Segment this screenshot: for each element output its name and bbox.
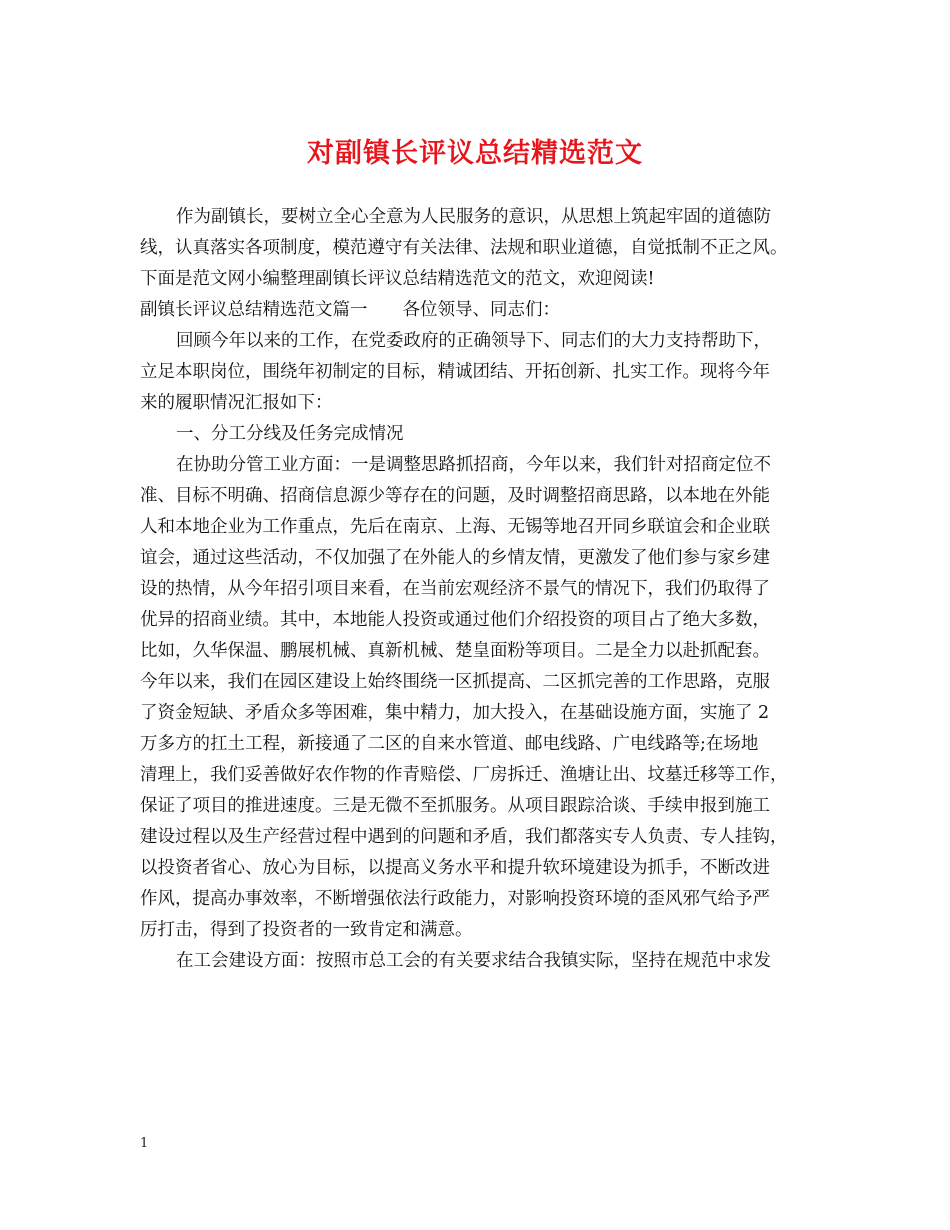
text-line: 了资金短缺、矛盾众多等困难，集中精力，加大投入，在基础设施方面，实施了 2: [140, 703, 770, 723]
text-line: 保证了项目的推进速度。三是无微不至抓服务。从项目跟踪洽谈、手续申报到施工: [140, 796, 770, 816]
text-line: 厉打击，得到了投资者的一致肯定和满意。: [140, 920, 473, 940]
text-line: 万多方的扛土工程，新接通了二区的自来水管道、邮电线路、广电线路等;在场地: [140, 734, 759, 754]
text-line: 副镇长评议总结精选范文篇一 各位领导、同志们：: [140, 300, 560, 320]
text-line: 人和本地企业为工作重点，先后在南京、上海、无锡等地召开同乡联谊会和企业联: [140, 517, 770, 537]
text-line: 准、目标不明确、招商信息源少等存在的问题，及时调整招商思路，以本地在外能: [140, 486, 770, 506]
text-line: 比如，久华保温、鹏展机械、真新机械、楚皇面粉等项目。二是全力以赴抓配套。: [140, 641, 770, 661]
text-line: 作为副镇长，要树立全心全意为人民服务的意识，从思想上筑起牢固的道德防: [176, 207, 771, 227]
page-number: 1: [140, 1136, 149, 1151]
text-line: 建设过程以及生产经营过程中遇到的问题和矛盾，我们都落实专人负责、专人挂钩，: [140, 827, 788, 847]
text-line: 立足本职岗位，围绕年初制定的目标，精诚团结、开拓创新、扎实工作。现将今年: [140, 362, 770, 382]
text-line: 在工会建设方面：按照市总工会的有关要求结合我镇实际，坚持在规范中求发: [176, 951, 771, 971]
text-line: 线，认真落实各项制度，模范遵守有关法律、法规和职业道德，自觉抵制不正之风。: [140, 238, 788, 258]
page-title: 对副镇长评议总结精选范文: [307, 138, 643, 169]
text-line: 一、分工分线及任务完成情况: [176, 424, 404, 444]
text-line: 今年以来，我们在园区建设上始终围绕一区抓提高、二区抓完善的工作思路，克服: [140, 672, 770, 692]
text-line: 清理上，我们妥善做好农作物的作青赔偿、厂房拆迁、渔塘让出、坟墓迁移等工作，: [140, 765, 788, 785]
text-line: 来的履职情况汇报如下：: [140, 393, 333, 413]
text-line: 作风，提高办事效率，不断增强依法行政能力，对影响投资环境的歪风邪气给予严: [140, 889, 770, 909]
text-line: 以投资者省心、放心为目标，以提高义务水平和提升软环境建设为抓手，不断改进: [140, 858, 770, 878]
document-body: [140, 202, 830, 977]
text-line: 优异的招商业绩。其中，本地能人投资或通过他们介绍投资的项目占了绝大多数，: [140, 610, 770, 630]
text-line: 下面是范文网小编整理副镇长评议总结精选范文的范文，欢迎阅读!: [140, 269, 655, 289]
text-line: 在协助分管工业方面：一是调整思路抓招商，今年以来，我们针对招商定位不: [176, 455, 771, 475]
text-line: 谊会，通过这些活动，不仅加强了在外能人的乡情友情，更激发了他们参与家乡建: [140, 548, 770, 568]
text-line: 设的热情，从今年招引项目来看，在当前宏观经济不景气的情况下，我们仍取得了: [140, 579, 770, 599]
text-line: 回顾今年以来的工作，在党委政府的正确领导下、同志们的大力支持帮助下，: [176, 331, 771, 351]
